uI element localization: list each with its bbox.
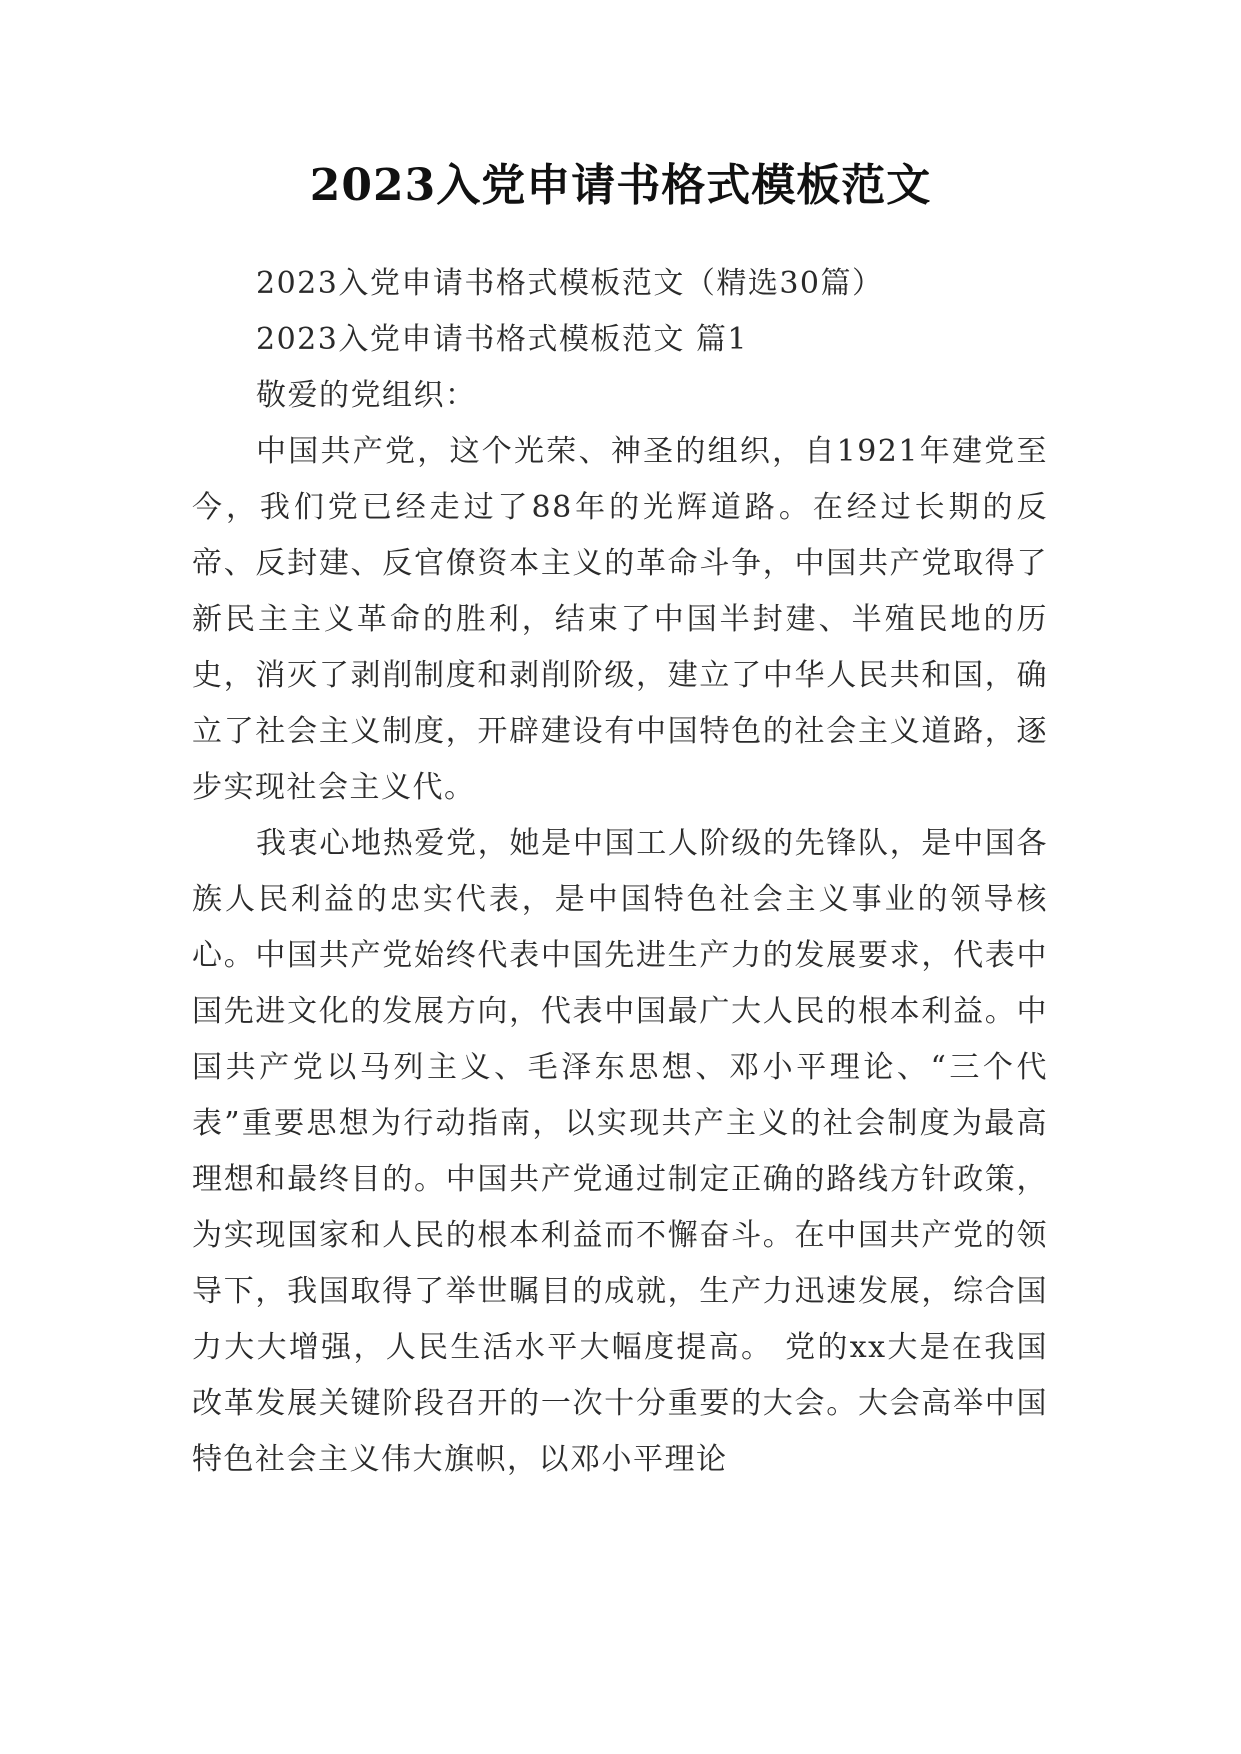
- paragraph-salutation: 敬爱的党组织：: [256, 378, 477, 413]
- document-body: [192, 256, 1048, 1488]
- paragraph: 中国共产党，这个光荣、神圣的组织，自1921年建党至今，我们党已经走过了88年的光辉道路。在经过长期的反帝、反封建、反官僚资本主义的革命斗争，中国共产党取得了新民主主义革命的胜利，结束了中国半封建、半殖民地的历史，消灭了剥削制度和剥削阶级，建立了中华人民共和国，确立了社会主义制度，开辟建设有中国特色的社会主义道路，逐步实现社会主义代。: [192, 434, 1048, 805]
- document-title: 2023入党申请书格式模板范文: [309, 160, 932, 211]
- paragraph-section-heading: 2023入党申请书格式模板范文 篇1: [256, 322, 748, 357]
- paragraph-subtitle: 2023入党申请书格式模板范文（精选30篇）: [256, 266, 884, 301]
- paragraph: 我衷心地热爱党，她是中国工人阶级的先锋队，是中国各族人民利益的忠实代表，是中国特色社会主义事业的领导核心。中国共产党始终代表中国先进生产力的发展要求，代表中国先进文化的发展方向，代表中国最广大人民的根本利益。中国共产党以马列主义、毛泽东思想、邓小平理论、“三个代表”重要思想为行动指南，以实现共产主义的社会制度为最高理想和最终目的。中国共产党通过制定正确的路线方针政策，为实现国家和人民的根本利益而不懈奋斗。在中国共产党的领导下，我国取得了举世瞩目的成就，生产力迅速发展，综合国力大大增强，人民生活水平大幅度提高。 党的xx大是在我国改革发展关键阶段召开的一次十分重要的大会。大会高举中国特色社会主义伟大旗帜，以邓小平理论: [192, 826, 1048, 1477]
